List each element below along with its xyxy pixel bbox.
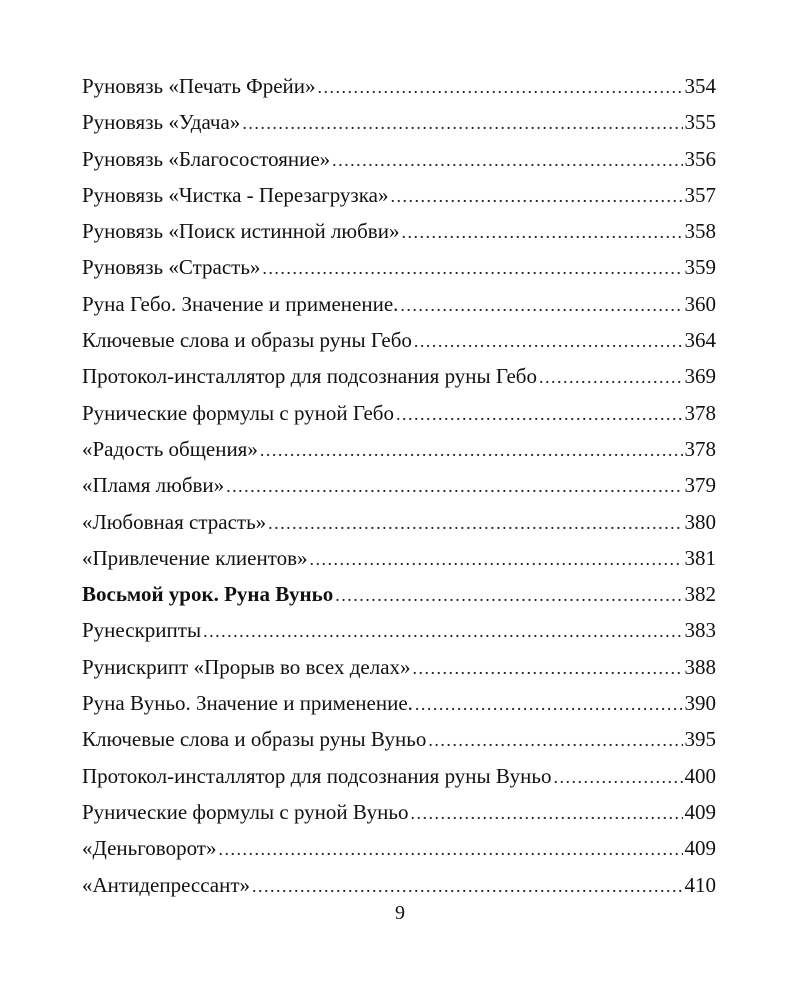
toc-dot-leader (268, 505, 682, 541)
toc-entry-title: «Радость общения» (82, 436, 258, 461)
toc-entry-page: 355 (684, 110, 716, 135)
toc-entry-title: Протокол-инсталлятор для подсознания руны Гебо (82, 364, 537, 389)
toc-entry[interactable] (82, 504, 716, 540)
toc-dot-leader (396, 396, 683, 432)
toc-dot-leader (400, 287, 682, 323)
toc-entry-page: 388 (684, 654, 716, 679)
toc-entry-page: 358 (684, 219, 716, 244)
toc-entry-page: 410 (684, 872, 716, 897)
toc-entry-title: Руновязь «Благосостояние» (82, 146, 331, 171)
toc-entry-page: 381 (684, 545, 716, 570)
toc-entry[interactable] (82, 649, 716, 685)
toc-entry[interactable] (82, 867, 716, 903)
toc-entry-page: 395 (684, 727, 716, 752)
toc-entry[interactable] (82, 431, 716, 467)
toc-entry-page: 400 (684, 763, 716, 788)
toc-entry[interactable] (82, 68, 716, 104)
toc-entry-title: «Любовная страсть» (82, 509, 267, 534)
page-number: 9 (395, 902, 405, 924)
toc-entry-page: 364 (684, 328, 716, 353)
toc-entry[interactable] (82, 395, 716, 431)
toc-entry[interactable] (82, 758, 716, 794)
toc-entry-page: 354 (684, 74, 716, 98)
toc-entry-title: Рунескрипты (82, 618, 202, 643)
toc-dot-leader (428, 722, 682, 758)
toc-entry-title: Рунические формулы с руной Гебо (82, 400, 394, 425)
toc-entry-page: 378 (684, 436, 716, 461)
toc-dot-leader (262, 250, 682, 286)
toc-entry-title: «Антидепрессант» (82, 872, 251, 897)
toc-dot-leader (415, 686, 683, 722)
toc-dot-leader (260, 432, 683, 468)
toc-entry-page: 383 (684, 618, 716, 643)
toc-dot-leader (410, 795, 682, 831)
toc-entry-page: 409 (684, 836, 716, 861)
toc-entry-title: Рунические формулы с руной Вуньо (82, 799, 409, 824)
toc-dot-leader (539, 359, 683, 395)
toc-entry-title: Руновязь «Печать Фрейи» (82, 74, 316, 98)
toc-dot-leader (226, 468, 682, 504)
toc-entry-page: 357 (684, 182, 716, 207)
toc-entry[interactable] (82, 177, 716, 213)
toc-entry-title: Ключевые слова и образы руны Гебо (82, 328, 412, 353)
toc-entry-title: Руновязь «Страсть» (82, 255, 261, 280)
toc-entry-title: Руновязь «Удача» (82, 110, 241, 135)
toc-entry-title: «Пламя любви» (82, 473, 225, 498)
toc-entry-page: 359 (684, 255, 716, 280)
toc-entry[interactable] (82, 685, 716, 721)
toc-entry[interactable] (82, 249, 716, 285)
toc-entry-title: «Деньговорот» (82, 836, 217, 861)
toc-entry-title: Ключевые слова и образы руны Вуньо (82, 727, 427, 752)
toc-entry[interactable] (82, 612, 716, 648)
toc-entry[interactable] (82, 358, 716, 394)
toc-dot-leader (414, 323, 683, 359)
toc-entry-page: 360 (684, 291, 716, 316)
toc-entry[interactable] (82, 213, 716, 249)
toc-dot-leader (218, 831, 682, 867)
toc-entry[interactable] (82, 286, 716, 322)
toc-entry-page: 379 (684, 473, 716, 498)
table-of-contents (82, 68, 716, 903)
toc-entry-title: Рунискрипт «Прорыв во всех делах» (82, 654, 411, 679)
toc-dot-leader (332, 142, 682, 178)
toc-entry[interactable] (82, 467, 716, 503)
toc-dot-leader (310, 541, 683, 577)
toc-entry[interactable] (82, 830, 716, 866)
toc-dot-leader (252, 868, 682, 904)
toc-dot-leader (242, 105, 682, 141)
toc-entry[interactable] (82, 794, 716, 830)
toc-entry-title: Руновязь «Поиск истинной любви» (82, 219, 400, 244)
toc-dot-leader (203, 613, 682, 649)
toc-entry-title: Руна Гебо. Значение и применение. (82, 291, 399, 316)
toc-entry[interactable] (82, 540, 716, 576)
toc-dot-leader (318, 69, 683, 105)
toc-dot-leader (553, 759, 682, 795)
toc-entry[interactable] (82, 104, 716, 140)
toc-entry-title: Руновязь «Чистка - Перезагрузка» (82, 182, 389, 207)
toc-entry-page: 390 (684, 691, 716, 716)
toc-entry-page: 369 (684, 364, 716, 389)
toc-entry-page: 409 (684, 799, 716, 824)
toc-entry[interactable] (82, 721, 716, 757)
toc-chapter-heading[interactable] (82, 576, 716, 612)
toc-dot-leader (413, 650, 683, 686)
toc-entry-title: Протокол-инсталлятор для подсознания руны Вуньо (82, 763, 552, 788)
toc-entry-title: Руна Вуньо. Значение и применение. (82, 691, 413, 716)
toc-dot-leader (390, 178, 682, 214)
toc-entry-page: 382 (684, 582, 716, 607)
toc-dot-leader (401, 214, 682, 250)
toc-dot-leader (335, 577, 682, 613)
toc-entry-title: «Привлечение клиентов» (82, 545, 308, 570)
toc-entry[interactable] (82, 141, 716, 177)
toc-entry-page: 356 (684, 146, 716, 171)
toc-entry-page: 378 (684, 400, 716, 425)
toc-entry-page: 380 (684, 509, 716, 534)
toc-entry[interactable] (82, 322, 716, 358)
toc-entry-title: Восьмой урок. Руна Вуньо (82, 582, 334, 607)
